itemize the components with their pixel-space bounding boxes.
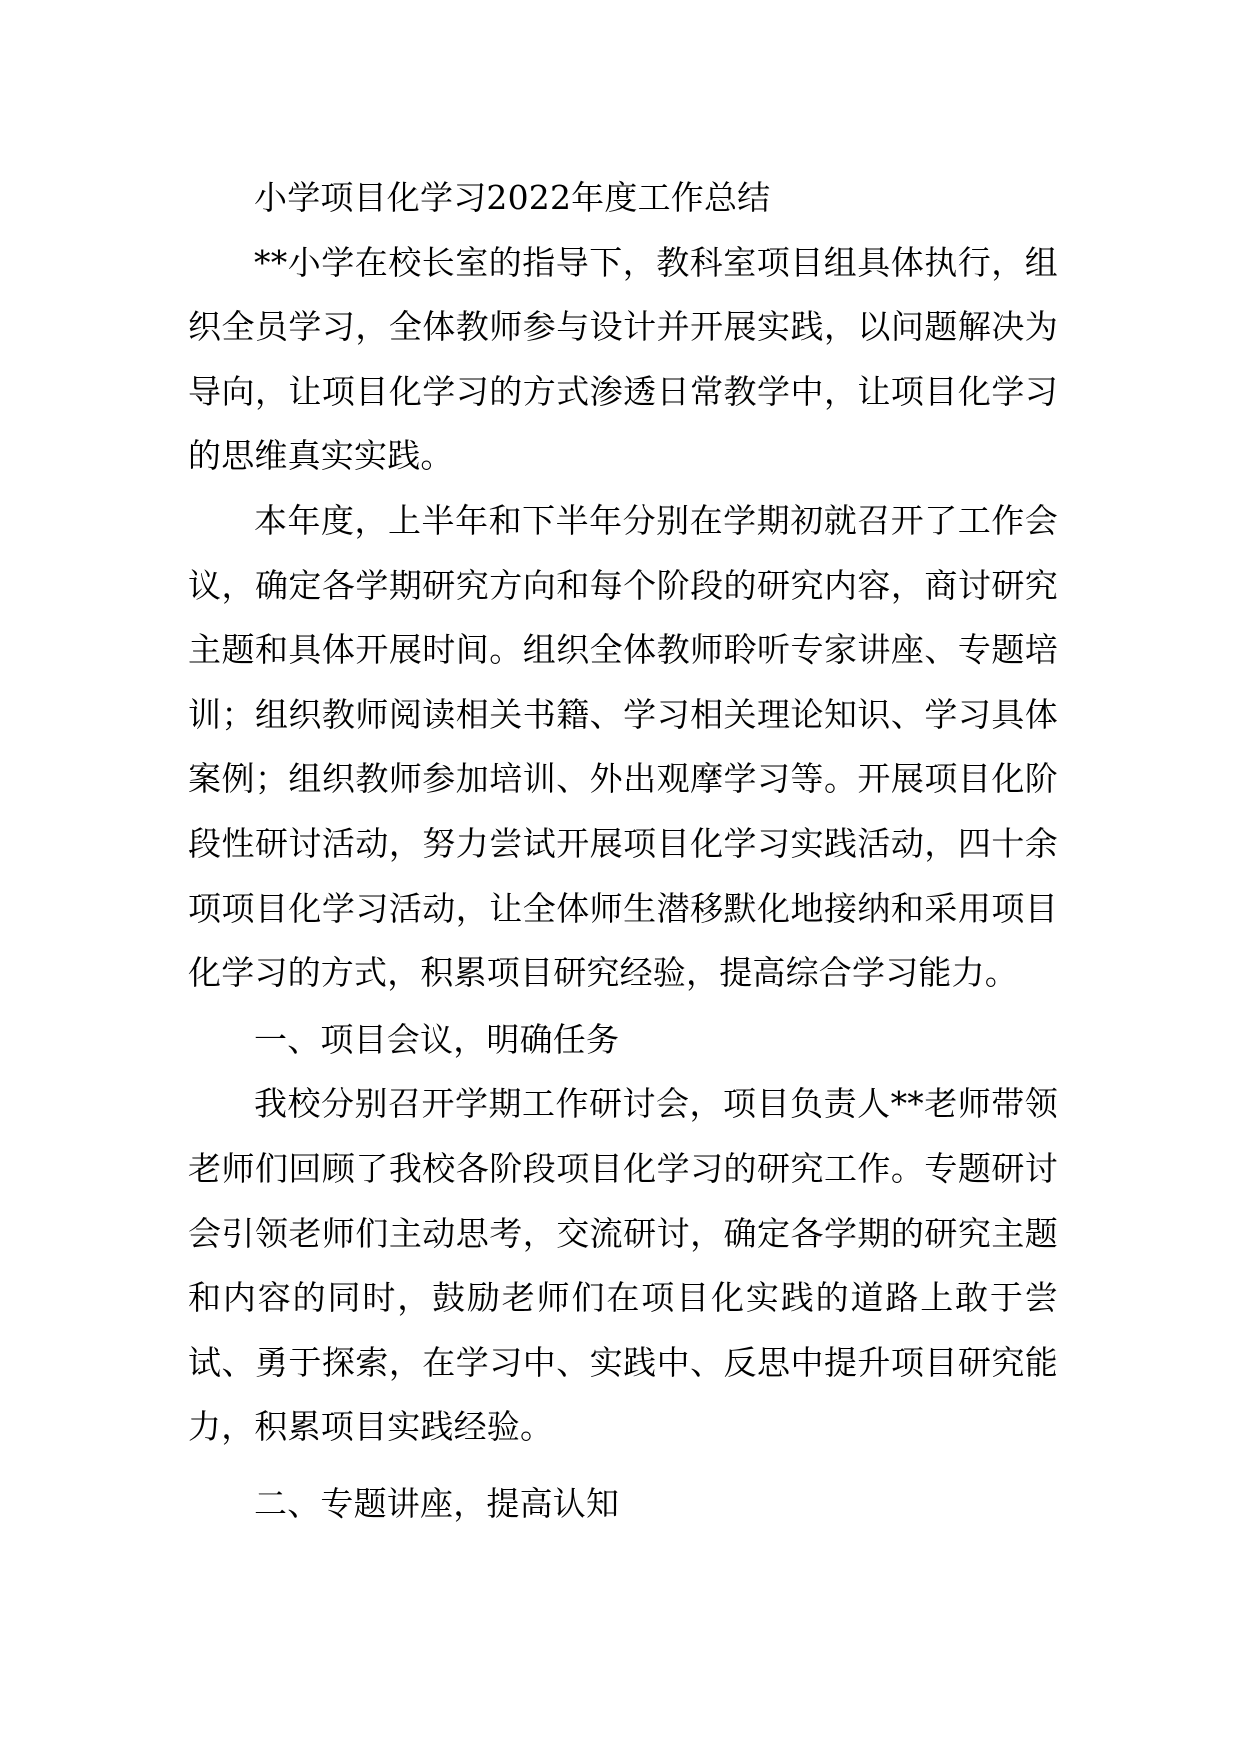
section-heading-1: 一、项目会议，明确任务: [254, 1019, 620, 1059]
paragraph-project-meeting: 我校分别召开学期工作研讨会，项目负责人**老师带领老师们回顾了我校各阶段项目化学习的研究工作。专题研讨会引领老师们主动思考，交流研讨，确定各学期的研究主题和内容的同时，鼓励老师们在项目化实践的道路上敢于尝试、勇于探索，在学习中、实践中、反思中提升项目研究能力，积累项目实践经验。: [188, 1084, 1058, 1447]
section-heading-2: 二、专题讲座，提高认知: [254, 1483, 620, 1523]
paragraph-intro: **小学在校长室的指导下，教科室项目组具体执行，组织全员学习，全体教师参与设计并开展实践，以问题解决为导向，让项目化学习的方式渗透日常教学中，让项目化学习的思维真实实践。: [188, 242, 1058, 476]
document-page: [188, 166, 1058, 1536]
document-title: 小学项目化学习2022年度工作总结: [254, 178, 771, 217]
paragraph-annual-overview: 本年度，上半年和下半年分别在学期初就召开了工作会议，确定各学期研究方向和每个阶段的研究内容，商讨研究主题和具体开展时间。组织全体教师聆听专家讲座、专题培训；组织教师阅读相关书籍、学习相关理论知识、学习具体案例；组织教师参加培训、外出观摩学习等。开展项目化阶段性研讨活动，努力尝试开展项目化学习实践活动，四十余项项目化学习活动，让全体师生潜移默化地接纳和采用项目化学习的方式，积累项目研究经验，提高综合学习能力。: [188, 500, 1058, 993]
